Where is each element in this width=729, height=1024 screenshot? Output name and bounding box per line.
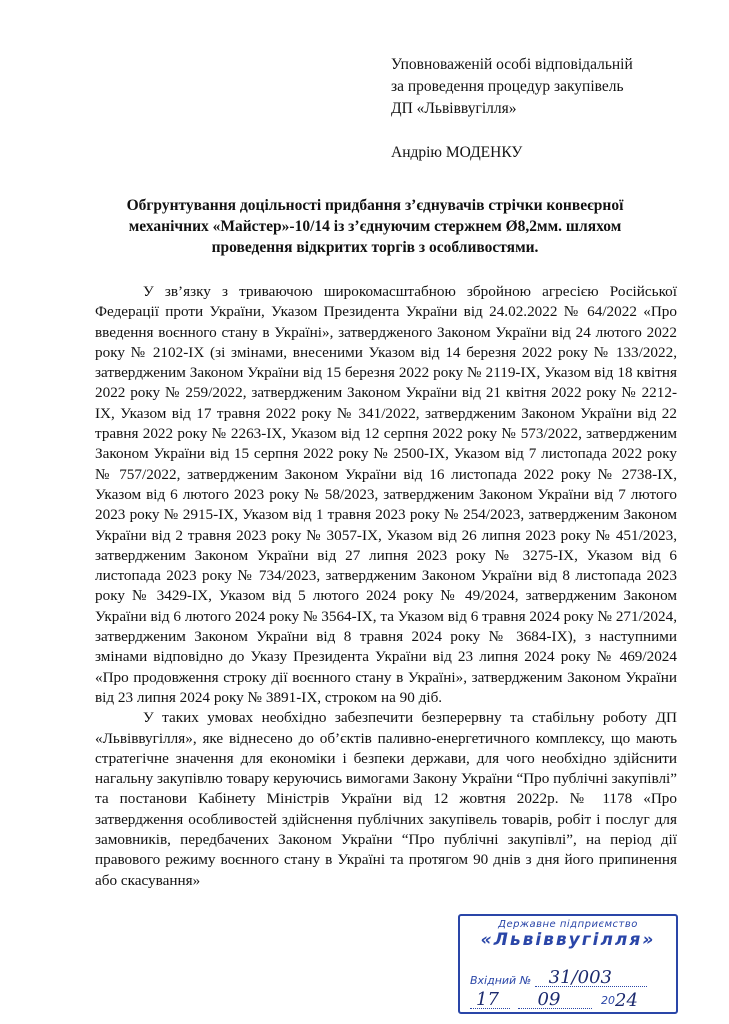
- document-title: Обгрунтування доцільності придбання з’єднувачів стрічки конвеєрної механічних «Майстер»-10/14 із з’єднуючим стержнем Ø8,2мм. шляхом проведення відкритих торгів з особливостями.: [126, 197, 624, 256]
- stamp-month: 09: [537, 989, 561, 1010]
- stamp-incoming-label: Вхідний №: [470, 974, 532, 987]
- stamp-month-line: [518, 987, 592, 1009]
- addressee-line-2: за проведення процедур закупівель: [391, 78, 624, 95]
- stamp-incoming-row: [470, 965, 647, 987]
- stamp-day: 17: [476, 989, 499, 1010]
- stamp-year-suffix: 24: [615, 990, 638, 1011]
- stamp-date-row: [470, 987, 638, 1009]
- registration-stamp: [458, 914, 678, 1014]
- stamp-incoming-number: 31/003: [548, 967, 612, 988]
- addressee-name: Андрію МОДЕНКУ: [391, 144, 523, 161]
- stamp-day-line: [470, 987, 510, 1009]
- stamp-org-type: Державне підприємство: [498, 919, 638, 930]
- addressee-line-1: Уповноваженій особі відповідальній: [391, 56, 633, 73]
- document-body: [95, 282, 677, 891]
- stamp-incoming-line: [535, 965, 647, 987]
- body-paragraph-1: У зв’язку з триваючою широкомасштабною збройною агресією Російської Федерації проти України, Указом Президента України від 24.02.2022 № 64/2022 «Про введення воєнного стану в Україні», затвердженого Законом України від 24 лютого 2022 року № 2102-IX (зі змінами, внесеними Указом від 14 березня 2022 року № 133/2022, затвердженим Законом України від 15 березня 2022 року № 2119-IX, Указом від 18 квітня 2022 року № 259/2022, затвердженим Законом України від 21 квітня 2022 року № 2212-IX, Указом від 17 травня 2022 року № 341/2022, затвердженим Законом України від 22 травня 2022 року № 2263-IX, Указом від 12 серпня 2022 року № 573/2022, затвердженим Законом України від 15 серпня 2022 року № 2500-IX, Указом від 7 листопада 2022 року № 757/2022, затвердженим Законом України від 16 листопада 2022 року № 2738-IX, Указом від 6 лютого 2023 року № 58/2023, затвердженим Законом України від 7 лютого 2023 року № 2915-IX, Указом від 1 травня 2023 року № 254/2023, затвердженим Законом України від 2 травня 2023 року № 3057-IX, Указом від 26 липня 2023 року № 451/2023, затвердженим Законом України від 27 липня 2023 року № 3275-IX, Указом від 6 листопада 2023 року № 734/2023, затвердженим Законом України від 8 листопада 2023 року № 3429-IX, Указом від 5 лютого 2024 року № 49/2024, затвердженим Законом України від 6 лютого 2024 року № 3564-IX, та Указом від 6 травня 2024 року № 271/2024, затвердженим Законом України від 8 травня 2024 року № 3684-IX), з наступними змінами відповідно до Указу Президента України від 23 липня 2024 року № 469/2024 «Про продовження строку дії воєнного стану в Україні», затвердженим Законом України від 23 липня 2024 року № 3891-IX, строком на 90 діб.: [95, 283, 677, 706]
- addressee-line-3: ДП «Львіввугілля»: [391, 100, 517, 117]
- body-paragraph-2: У таких умовах необхідно забезпечити безперервну та стабільну роботу ДП «Львіввугілля», яке віднесено до об’єктів паливно-енергетичного комплексу, що мають стратегічне значення для економіки і безпеки держави, для чого необхідно здійснити нагальну закупівлю товару керуючись вимогами Закону України “Про публічні закупівлі” та постанови Кабінету Міністрів України від 12 жовтня 2022р. № 1178 «Про затвердження особливостей здійснення публічних закупівель товарів, робіт і послуг для замовників, передбачених Законом України “Про публічні закупівлі”, на період дії правового режиму воєнного стану в Україні та протягом 90 днів з дня його припинення або скасування»: [95, 709, 677, 889]
- addressee-block: [391, 54, 711, 164]
- stamp-year-prefix: 20: [601, 994, 615, 1007]
- stamp-org-name: «Львіввугілля»: [480, 930, 656, 950]
